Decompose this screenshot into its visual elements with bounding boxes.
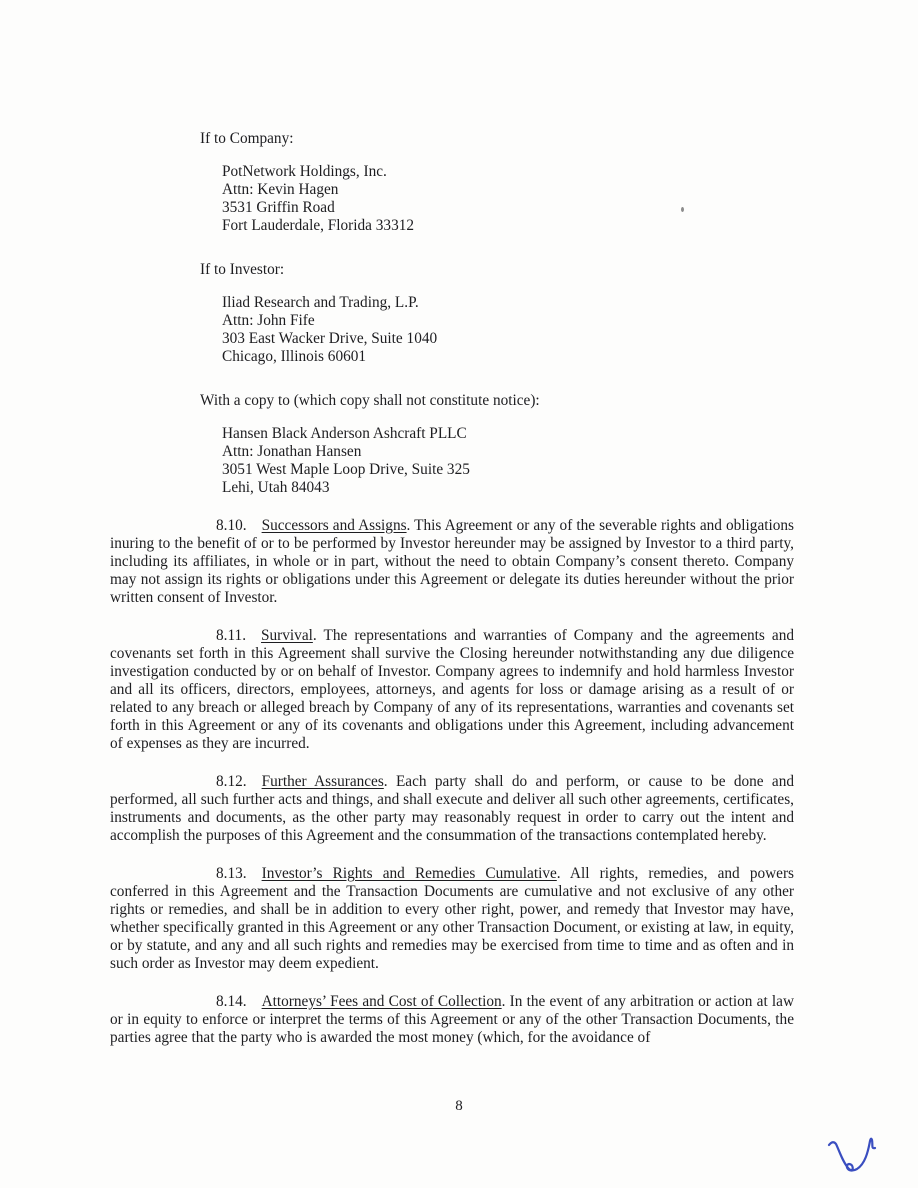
address-line: PotNetwork Holdings, Inc. bbox=[222, 163, 387, 180]
notice-label-copy: With a copy to (which copy shall not constitute notice): bbox=[200, 392, 540, 409]
section-title: Survival bbox=[261, 627, 313, 644]
address-line: Attn: Kevin Hagen bbox=[222, 181, 339, 198]
section-body: . All rights, remedies, and powers conferred in this Agreement and the Transaction Documents are cumulative and not exclusive of any other rights or remedies, and shall be in addition to every other right, power, and remedy that Investor may have, whether specifically granted in this Agreement or any other Transaction Document, or existing at law, in equity, or by statute, and any and all such rights and remedies may be exercised from time to time and as often and in such order as Investor may deem expedient. bbox=[110, 865, 794, 972]
section-title: Investor’s Rights and Remedies Cumulative bbox=[261, 865, 557, 882]
address-block-copy bbox=[222, 425, 794, 497]
initials-signature bbox=[826, 1136, 878, 1182]
section-number: 8.12. bbox=[216, 773, 247, 790]
section-body: . This Agreement or any of the severable rights and obligations inuring to the benefit of or to be performed by Investor hereunder may be assigned by Investor to a third party, including its affiliates, in whole or in part, without the need to obtain Company’s consent thereto. Company may not assign its rights or obligations under this Agreement or delegate its duties hereunder without the prior written consent of Investor. bbox=[110, 517, 794, 606]
page-content bbox=[110, 0, 794, 1047]
section-number: 8.10. bbox=[216, 517, 247, 534]
section-title: Successors and Assigns bbox=[261, 517, 407, 534]
address-line: 303 East Wacker Drive, Suite 1040 bbox=[222, 330, 438, 347]
address-line: 3051 West Maple Loop Drive, Suite 325 bbox=[222, 461, 470, 478]
section-body: . In the event of any arbitration or action at law or in equity to enforce or interpret the terms of this Agreement or any of the other Transaction Documents, the parties agree that the party who is awarded the most money (which, for the avoidance of bbox=[110, 993, 794, 1046]
address-block-company bbox=[222, 163, 794, 235]
address-line: 3531 Griffin Road bbox=[222, 199, 335, 216]
address-line: Lehi, Utah 84043 bbox=[222, 479, 330, 496]
address-line: Iliad Research and Trading, L.P. bbox=[222, 294, 419, 311]
address-line: Fort Lauderdale, Florida 33312 bbox=[222, 217, 415, 234]
section-number: 8.11. bbox=[216, 627, 247, 644]
address-line: Attn: John Fife bbox=[222, 312, 315, 329]
section-title: Attorneys’ Fees and Cost of Collection bbox=[261, 993, 502, 1010]
section-body: . Each party shall do and perform, or cause to be done and performed, all such further acts and things, and shall execute and deliver all such other agreements, certificates, instruments and documents, as the other party may reasonably request in order to carry out the intent and accomplish the purposes of this Agreement and the consummation of the transactions contemplated hereby. bbox=[110, 773, 794, 844]
section-title: Further Assurances bbox=[261, 773, 384, 790]
section-number: 8.14. bbox=[216, 993, 247, 1010]
scan-artifact-dot bbox=[681, 207, 684, 212]
section-number: 8.13. bbox=[216, 865, 247, 882]
section-8-14 bbox=[110, 993, 794, 1047]
address-block-investor bbox=[222, 294, 794, 366]
notice-label-company: If to Company: bbox=[200, 130, 294, 147]
page-number: 8 bbox=[455, 1098, 463, 1114]
notice-label-investor: If to Investor: bbox=[200, 261, 285, 278]
section-8-11 bbox=[110, 627, 794, 753]
address-line: Chicago, Illinois 60601 bbox=[222, 348, 367, 365]
section-8-13 bbox=[110, 865, 794, 973]
signature-stroke bbox=[829, 1139, 875, 1171]
address-line: Hansen Black Anderson Ashcraft PLLC bbox=[222, 425, 467, 442]
section-8-10 bbox=[110, 517, 794, 607]
section-body: . The representations and warranties of Company and the agreements and covenants set forth in this Agreement shall survive the Closing hereunder notwithstanding any due diligence investigation conducted by or on behalf of Investor. Company agrees to indemnify and hold harmless Investor and all its officers, directors, employees, attorneys, and agents for loss or damage arising as a result of or related to any breach or alleged breach by Company of any of its representations, warranties and covenants set forth in this Agreement or any of its covenants and obligations under this Agreement, including advancement of expenses as they are incurred. bbox=[110, 627, 794, 752]
section-8-12 bbox=[110, 773, 794, 845]
address-line: Attn: Jonathan Hansen bbox=[222, 443, 362, 460]
